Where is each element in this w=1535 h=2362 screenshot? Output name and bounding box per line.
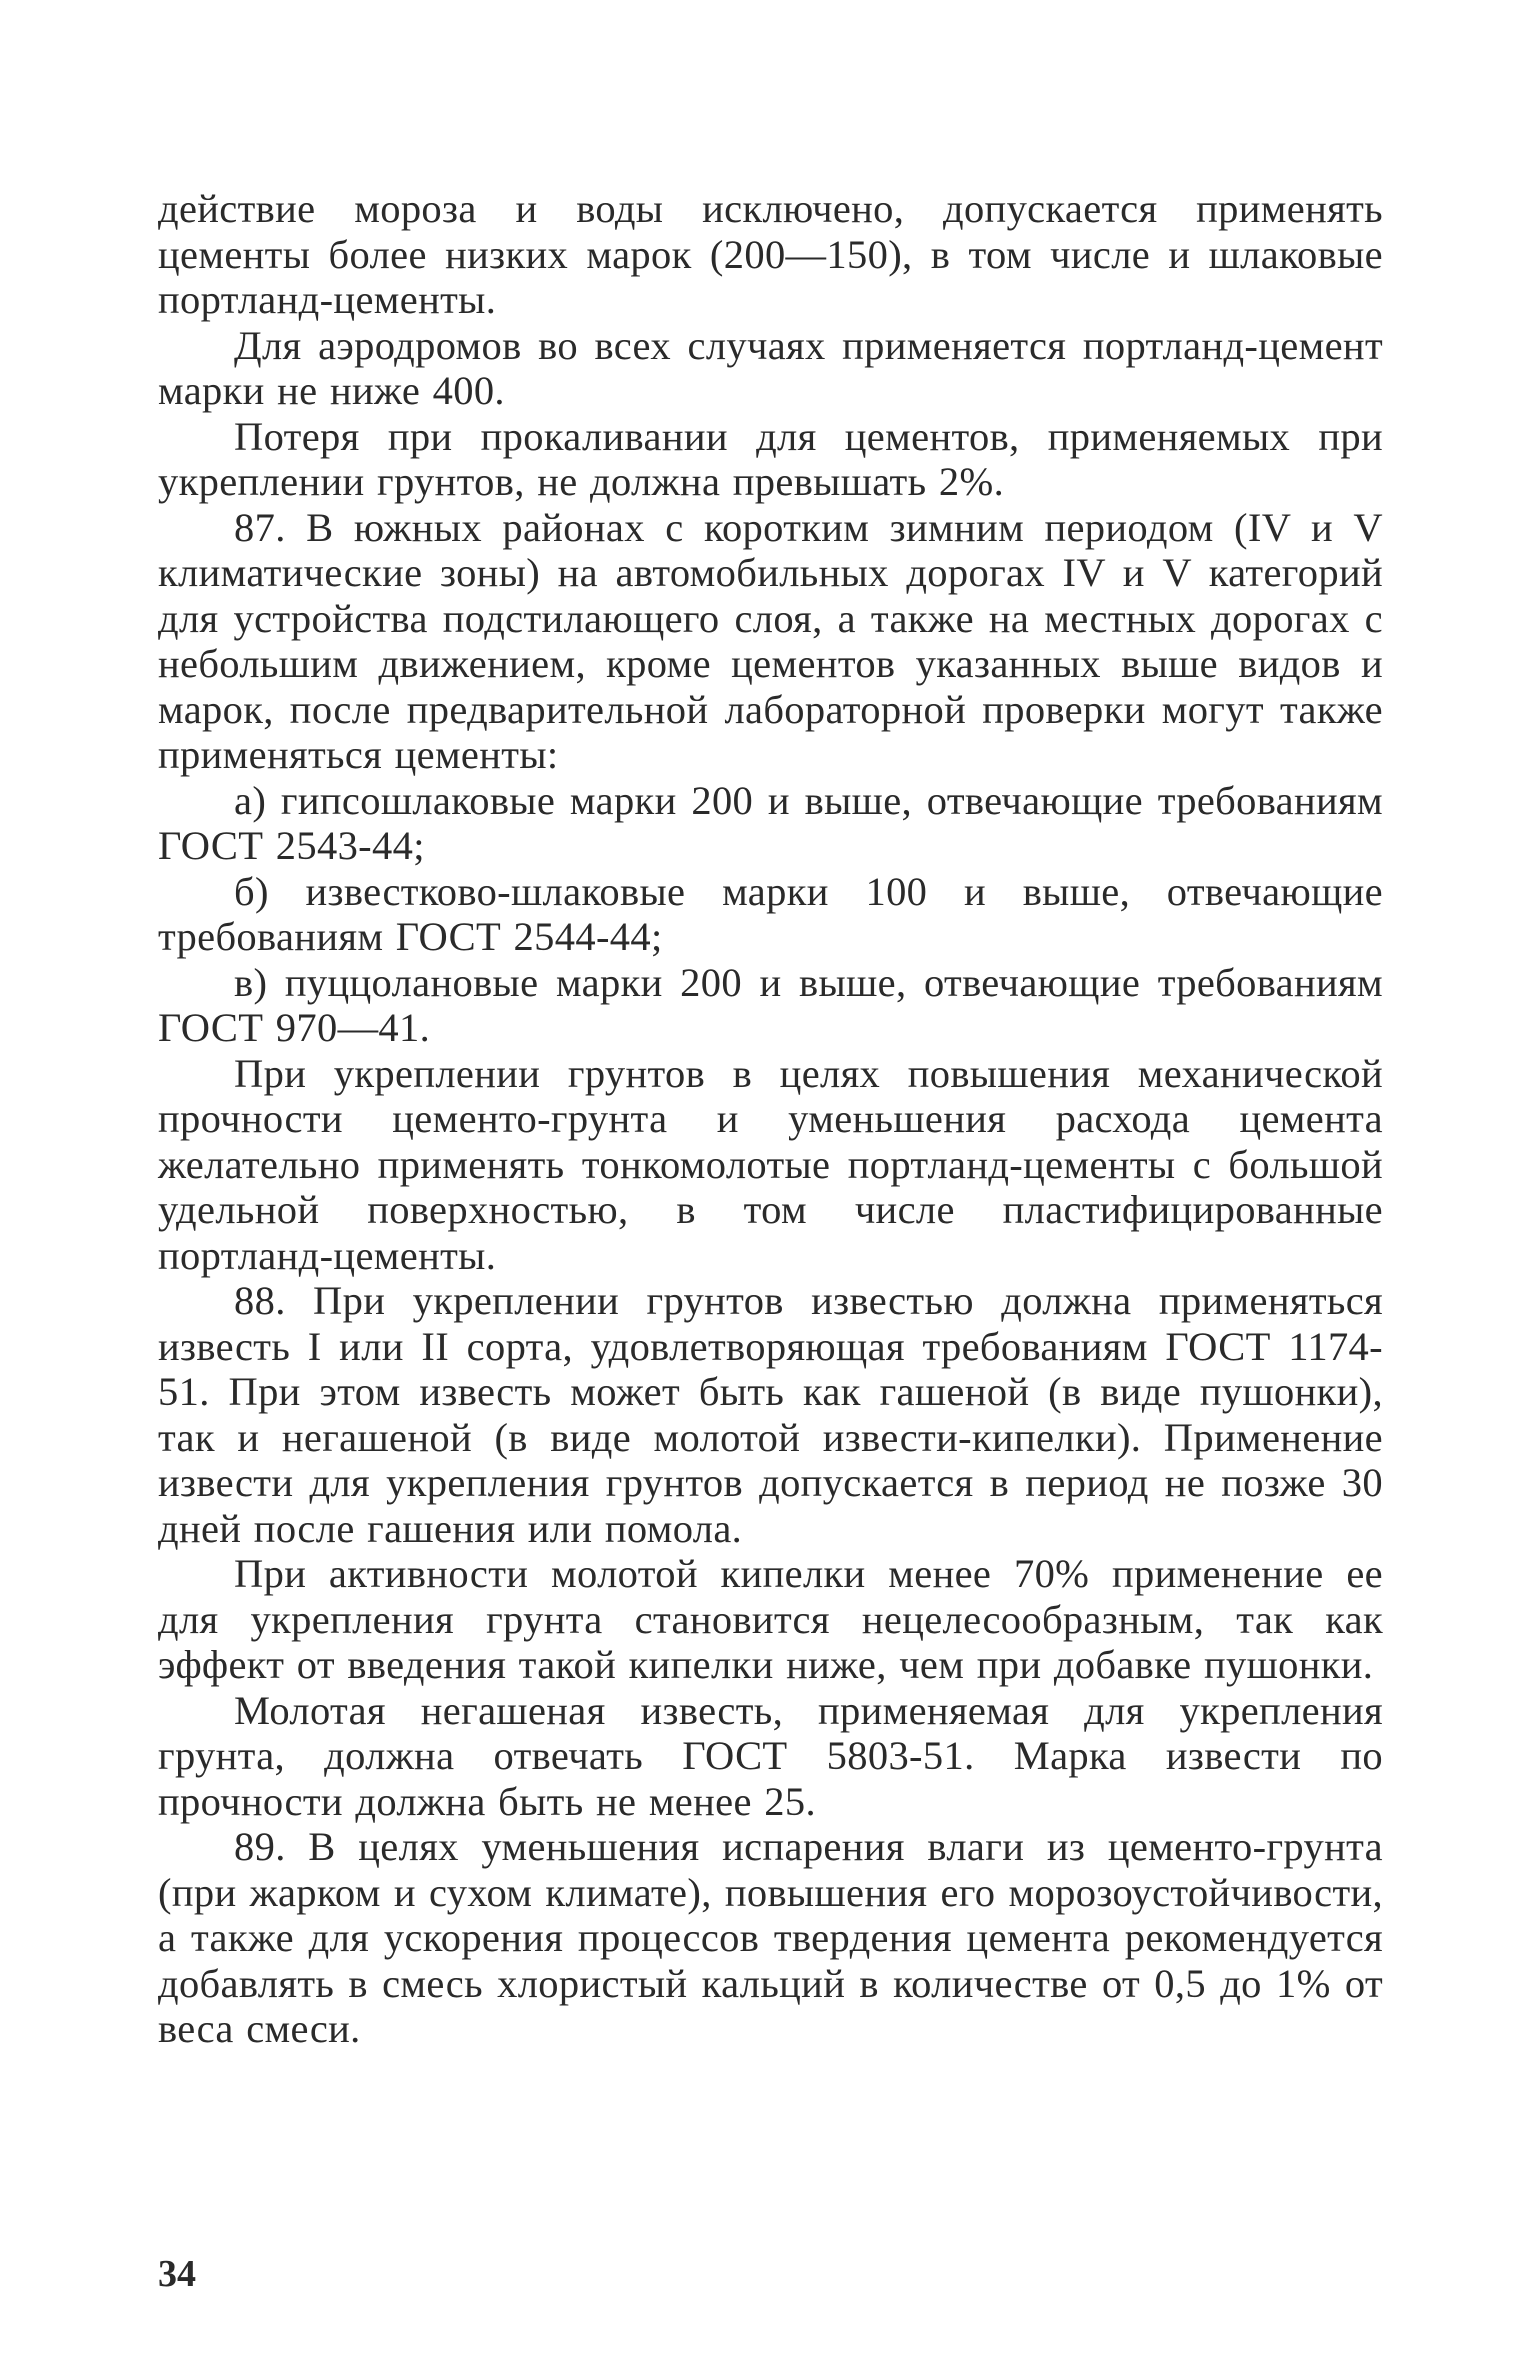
paragraph-airfields: Для аэродромов во всех случаях применяется портланд-цемент марки не ниже 400. xyxy=(158,322,1383,413)
list-item-b: б) известково-шлаковые марки 100 и выше, отвечающие требованиям ГОСТ 2544-44; xyxy=(158,868,1383,959)
paragraph-continuation: действие мороза и воды исключено, допускается применять цементы более низких марок (200—150), в том числе и шлаковые портланд-цементы. xyxy=(158,186,1383,322)
page-body xyxy=(158,186,1383,2052)
paragraph-quicklime-activity: При активности молотой кипелки менее 70% применение ее для укрепления грунта становится нецелесообразным, так как эффект от введения такой кипелки ниже, чем при добавке пушонки. xyxy=(158,1551,1383,1687)
paragraph-ignition-loss: Потеря при прокаливании для цементов, применяемых при укреплении грунтов, не должна превышать 2%. xyxy=(158,413,1383,504)
list-item-a: а) гипсошлаковые марки 200 и выше, отвечающие требованиям ГОСТ 2543-44; xyxy=(158,777,1383,868)
paragraph-87: 87. В южных районах с коротким зимним периодом (IV и V климатические зоны) на автомобильных дорогах IV и V категорий для устройства подстилающего слоя, а также на местных дорогах с небольшим движением, кроме цементов указанных выше видов и марок, после предварительной лабораторной проверки могут также применяться цементы: xyxy=(158,504,1383,777)
page-number: 34 xyxy=(158,2253,196,2295)
paragraph-fine-ground-cement: При укреплении грунтов в целях повышения механической прочности цементо-грунта и уменьшения расхода цемента желательно применять тонкомолотые портланд-цементы с большой удельной поверхностью, в том числе пластифицированные портланд-цементы. xyxy=(158,1050,1383,1278)
list-item-v: в) пуццолановые марки 200 и выше, отвечающие требованиям ГОСТ 970—41. xyxy=(158,959,1383,1050)
paragraph-ground-quicklime: Молотая негашеная известь, применяемая для укрепления грунта, должна отвечать ГОСТ 5803-51. Марка извести по прочности должна быть не менее 25. xyxy=(158,1687,1383,1824)
paragraph-89: 89. В целях уменьшения испарения влаги из цементо-грунта (при жарком и сухом климате), повышения его морозоустойчивости, а также для ускорения процессов твердения цемента рекомендуется добавлять в смесь хлористый кальций в количестве от 0,5 до 1% от веса смеси. xyxy=(158,1824,1383,2051)
paragraph-88: 88. При укреплении грунтов известью должна применяться известь I или II сорта, удовлетворяющая требованиям ГОСТ 1174-51. При этом известь может быть как гашеной (в виде пушонки), так и негашеной (в виде молотой извести-кипелки). Применение извести для укрепления грунтов допускается в период не позже 30 дней после гашения или помола. xyxy=(158,1278,1383,1551)
